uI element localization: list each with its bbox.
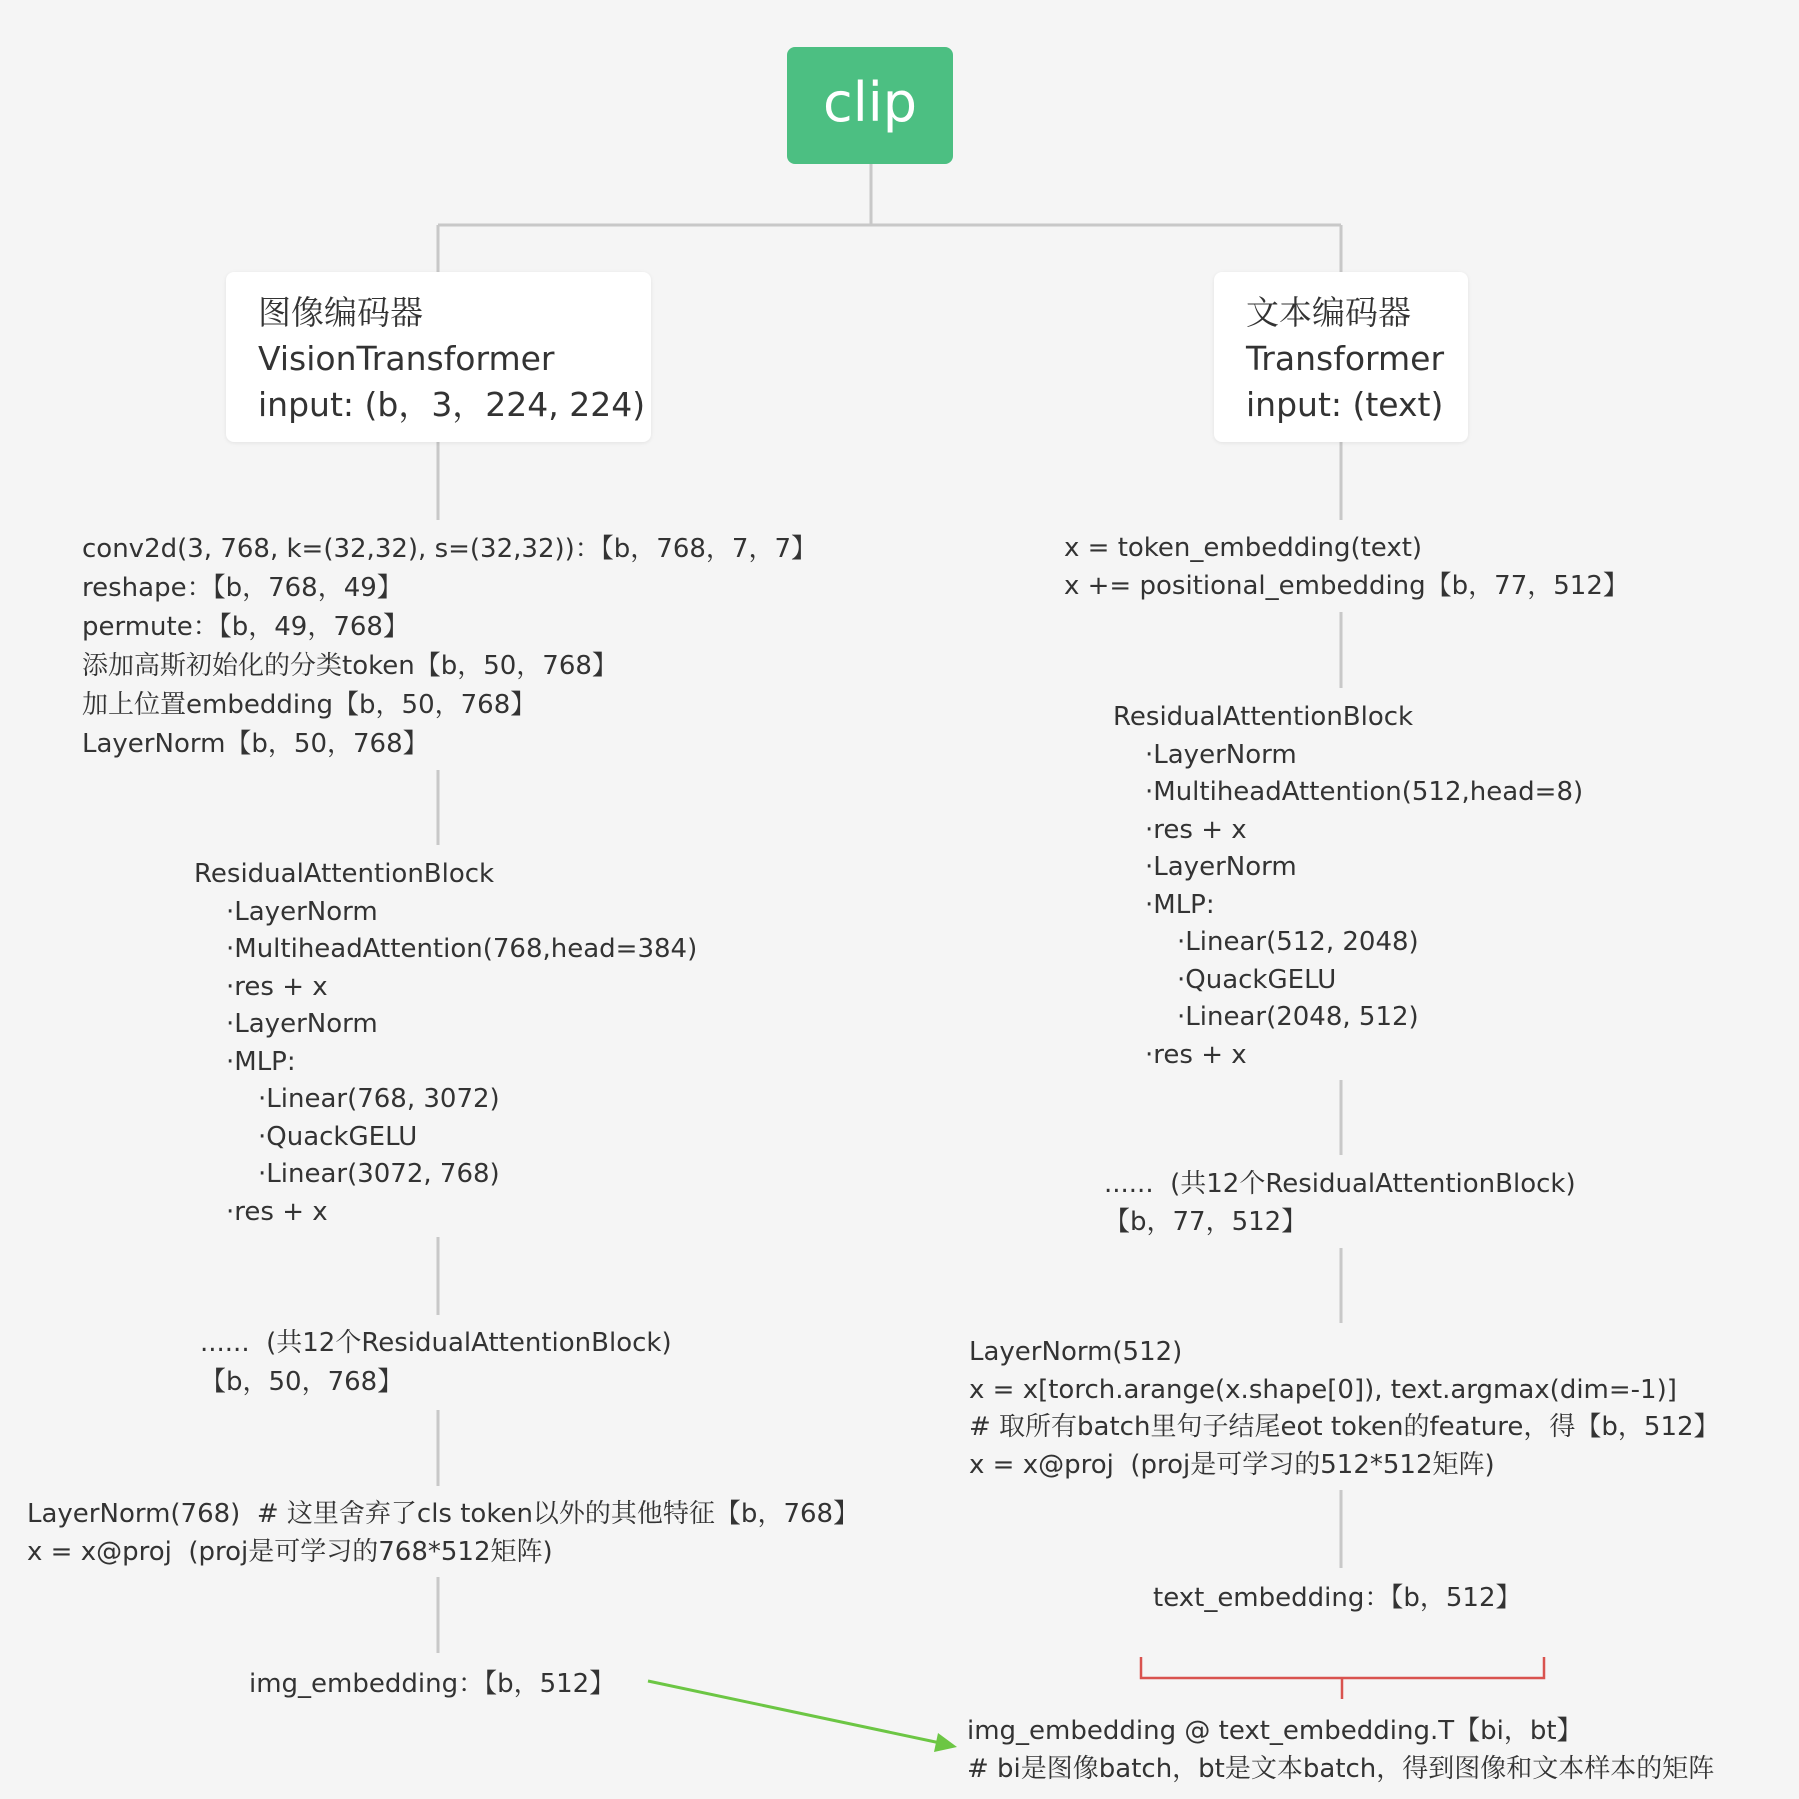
- card-line: 文本编码器: [1246, 293, 1411, 332]
- text-output: [1153, 1580, 1521, 1618]
- root-node: [787, 47, 953, 164]
- block-item: ·LayerNorm: [1145, 739, 1297, 770]
- block-item: ·MultiheadAttention(512,head=8): [1145, 777, 1584, 807]
- text-line: LayerNorm【b，50，768】: [82, 729, 429, 759]
- block-item: ·LayerNorm: [226, 1009, 378, 1039]
- mlp-item: ·Linear(3072, 768): [258, 1159, 500, 1189]
- block-title: ResidualAttentionBlock: [194, 859, 495, 889]
- flow-arrow: [648, 1681, 945, 1744]
- image-attention-block: [194, 856, 697, 1231]
- block-item: ·MLP:: [226, 1046, 296, 1077]
- card-line: Transformer: [1246, 339, 1445, 378]
- text-line: ...... (共12个ResidualAttentionBlock): [200, 1328, 672, 1358]
- text-line: x = x[torch.arange(x.shape[0]), text.argmax(dim=-1)]: [969, 1374, 1677, 1405]
- flow-arrow-head: [934, 1733, 957, 1752]
- root-label: clip: [823, 71, 917, 134]
- text-line: reshape：【b，768，49】: [82, 573, 403, 603]
- text-post-block: [969, 1334, 1720, 1484]
- similarity-result: [967, 1713, 1714, 1788]
- text-embed-block: [1064, 530, 1629, 605]
- text-attention-block: [1113, 699, 1583, 1074]
- text-line: 【b，77，512】: [1104, 1206, 1308, 1237]
- text-embedding-label: text_embedding：【b，512】: [1153, 1583, 1522, 1613]
- text-encoder-card: [1214, 272, 1468, 442]
- block-item: ·res + x: [226, 971, 328, 1002]
- mlp-item: ·Linear(2048, 512): [1177, 1002, 1419, 1032]
- merge-bracket: [1141, 1657, 1544, 1699]
- block-item: ·res + x: [1145, 1039, 1247, 1070]
- text-line: x = x@proj (proj是可学习的512*512矩阵): [969, 1449, 1495, 1480]
- block-title: ResidualAttentionBlock: [1113, 702, 1414, 732]
- image-encoder-card: [226, 272, 651, 442]
- block-item: ·res + x: [1145, 814, 1247, 845]
- text-line: conv2d(3, 768, k=(32,32), s=(32,32))：【b，768，7，7】: [82, 534, 817, 564]
- mlp-item: ·QuackGELU: [258, 1121, 418, 1152]
- result-formula: img_embedding @ text_embedding.T【bi，bt】: [967, 1716, 1583, 1746]
- image-repeat-note: [200, 1324, 672, 1402]
- root-connector: [438, 164, 1341, 272]
- card-line: input: (b，3，224, 224): [258, 385, 646, 424]
- card-line: input: (text): [1246, 385, 1444, 424]
- text-line: ...... (共12个ResidualAttentionBlock): [1104, 1169, 1576, 1199]
- block-item: ·LayerNorm: [226, 896, 378, 927]
- block-item: ·MultiheadAttention(768,head=384): [226, 934, 698, 964]
- text-line: 添加高斯初始化的分类token【b，50，768】: [82, 651, 618, 681]
- text-line: 加上位置embedding【b，50，768】: [82, 690, 537, 720]
- image-embed-block: [82, 530, 817, 764]
- text-line: permute：【b，49，768】: [82, 612, 409, 642]
- img-embedding-label: img_embedding：【b，512】: [249, 1669, 616, 1699]
- mlp-item: ·Linear(512, 2048): [1177, 927, 1419, 957]
- block-item: ·LayerNorm: [1145, 852, 1297, 882]
- image-post-block: [27, 1496, 859, 1571]
- block-item: ·MLP:: [1145, 889, 1215, 920]
- text-line: 【b，50，768】: [200, 1367, 404, 1397]
- block-item: ·res + x: [226, 1196, 328, 1227]
- text-line: LayerNorm(768) # 这里舍弃了cls token以外的其他特征【b，768】: [27, 1499, 860, 1529]
- card-line: VisionTransformer: [258, 339, 555, 378]
- card-line: 图像编码器: [258, 293, 423, 332]
- text-repeat-note: [1104, 1166, 1576, 1241]
- result-comment: # bi是图像batch，bt是文本batch，得到图像和文本样本的矩阵: [967, 1753, 1715, 1784]
- text-line: # 取所有batch里句子结尾eot token的feature，得【b，512】: [969, 1412, 1720, 1442]
- text-line: x = x@proj (proj是可学习的768*512矩阵): [27, 1536, 553, 1567]
- mlp-item: ·Linear(768, 3072): [258, 1084, 500, 1114]
- text-line: x = token_embedding(text): [1064, 533, 1423, 563]
- image-output: [249, 1666, 615, 1704]
- text-line: LayerNorm(512): [969, 1337, 1183, 1367]
- mlp-item: ·QuackGELU: [1177, 964, 1337, 995]
- text-line: x += positional_embedding【b，77，512】: [1064, 570, 1629, 601]
